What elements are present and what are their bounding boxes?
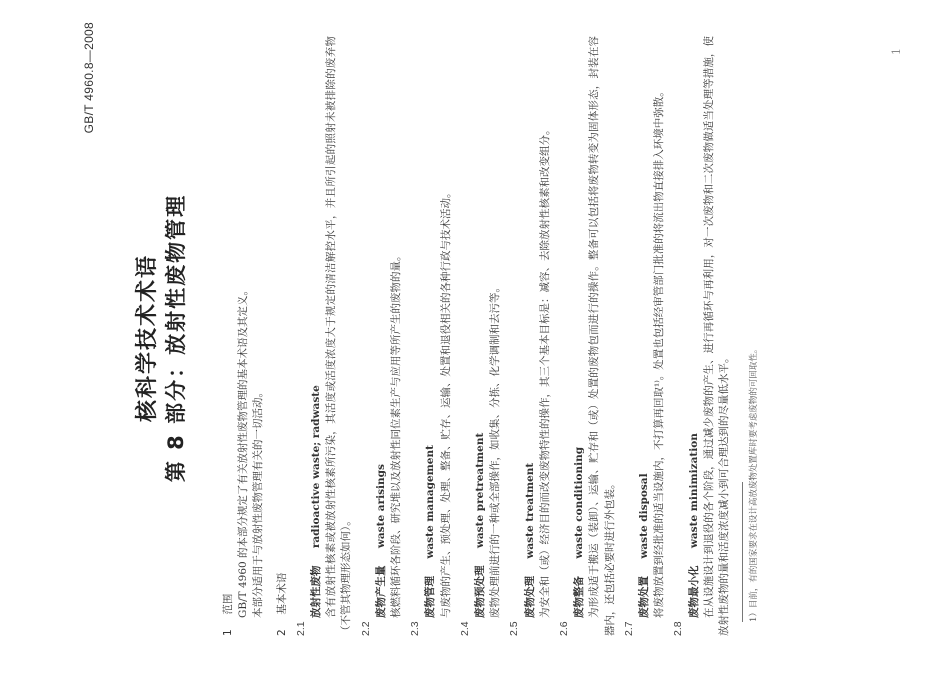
footnote-separator xyxy=(742,482,743,622)
term-chinese: 废物处置 xyxy=(638,576,651,618)
term-chinese: 废物整备 xyxy=(573,576,586,618)
document-subtitle: 第 8 部分：放射性废物管理 xyxy=(164,193,188,483)
footnote: 1）目前，有的国家要求在设计高放废物处置库时要考虑废物的可回取性。 xyxy=(749,344,760,622)
section-1-heading xyxy=(221,36,236,636)
term-number: 2.3 xyxy=(409,621,422,636)
scope-paragraph-2: 本部分适用于与放射性废物管理有关的一切活动。 xyxy=(252,387,265,618)
term-chinese: 废物管理 xyxy=(424,576,437,618)
term-english: waste pretreatment xyxy=(474,432,487,549)
term-english: waste arisings xyxy=(374,464,387,549)
term-number: 2.2 xyxy=(359,621,372,636)
term-definition: 为形成适于搬运（装卸）、运输、贮存和（或）处置的废物包而进行的操作。整备可以包括将废物转变为固体形态，封装在容器内，还包括必要时进行外包装。 xyxy=(588,36,616,636)
term-heading xyxy=(523,36,538,618)
term-chinese: 废物预处理 xyxy=(474,565,487,618)
term-heading xyxy=(309,36,324,618)
term-english: waste management xyxy=(424,445,437,559)
document-body xyxy=(218,36,763,636)
term-heading xyxy=(637,36,652,618)
term-definition: 与废物的产生、预处理、处理、整备、贮存、运输、处置和退役相关的各种行政与技术活动。 xyxy=(439,187,452,618)
term-english: waste disposal xyxy=(638,473,651,559)
section-2-heading xyxy=(275,36,290,636)
term-chinese: 放射性废物 xyxy=(310,565,323,618)
scope-paragraph-1: GB/T 4960 的本部分规定了有关放射性废物管理的基本术语及其定义。 xyxy=(237,284,250,618)
term-number: 2.8 xyxy=(672,621,685,636)
term-english: radioactive waste; radwaste xyxy=(310,385,323,549)
term-number: 2.1 xyxy=(294,621,307,636)
term-heading xyxy=(572,36,587,618)
term-number: 2.6 xyxy=(558,621,571,636)
term-definition: 在从设施设计到退役的各个阶段，通过减少废物的产生、进行再循环与再利用，对一次废物和二次废物做适当处理等措施，使放射性废物的量和活度浓度减小到可合理达到的尽量低水平。 xyxy=(702,36,731,636)
term-definition: 将废物放置到经批准的适当设施内，不打算再回取¹⁾。处置也包括经审管部门批准的将流出物直接排入环境中弥散。 xyxy=(653,86,666,618)
section-number: 2 xyxy=(275,629,288,636)
term-english: waste treatment xyxy=(523,462,536,559)
term-number: 2.4 xyxy=(458,621,471,636)
term-definition: 含有放射性核素或被放射性核素所污染，其活度或活度浓度大于规定的清洁解控水平，并且所引起的照射未被排除的废弃物（不管其物理形态如何）。 xyxy=(325,36,353,636)
term-number: 2.5 xyxy=(508,621,521,636)
term-definition: 废物处理前进行的一种或全部操作，如收集、分拣、化学调制和去污等。 xyxy=(489,282,502,618)
term-definition: 核燃料循环各阶段、研究堆以及放射性同位素生产与应用等所产生的废物的量。 xyxy=(390,250,403,618)
term-english: waste minimization xyxy=(687,433,700,549)
standard-number: GB/T 4960.8—2008 xyxy=(82,22,96,134)
section-number: 1 xyxy=(222,629,234,636)
section-title: 范围 xyxy=(222,593,234,615)
term-definition: 为安全和（或）经济目的而改变废物特性的操作，其三个基本目标是：减容、去除放射性核素和改变组分。 xyxy=(538,124,551,618)
term-chinese: 废物处理 xyxy=(523,576,536,618)
term-chinese: 废物最小化 xyxy=(687,565,700,618)
term-heading xyxy=(687,36,702,618)
page-margin-mark: 1 xyxy=(890,48,903,55)
section-title: 基本术语 xyxy=(275,572,288,615)
term-heading xyxy=(423,36,438,618)
term-number: 2.7 xyxy=(622,621,635,636)
term-heading xyxy=(473,36,488,618)
document-title: 核科学技术术语 xyxy=(135,254,160,423)
term-chinese: 废物产生量 xyxy=(374,565,387,618)
term-english: waste conditioning xyxy=(573,446,586,559)
term-heading xyxy=(374,36,389,618)
